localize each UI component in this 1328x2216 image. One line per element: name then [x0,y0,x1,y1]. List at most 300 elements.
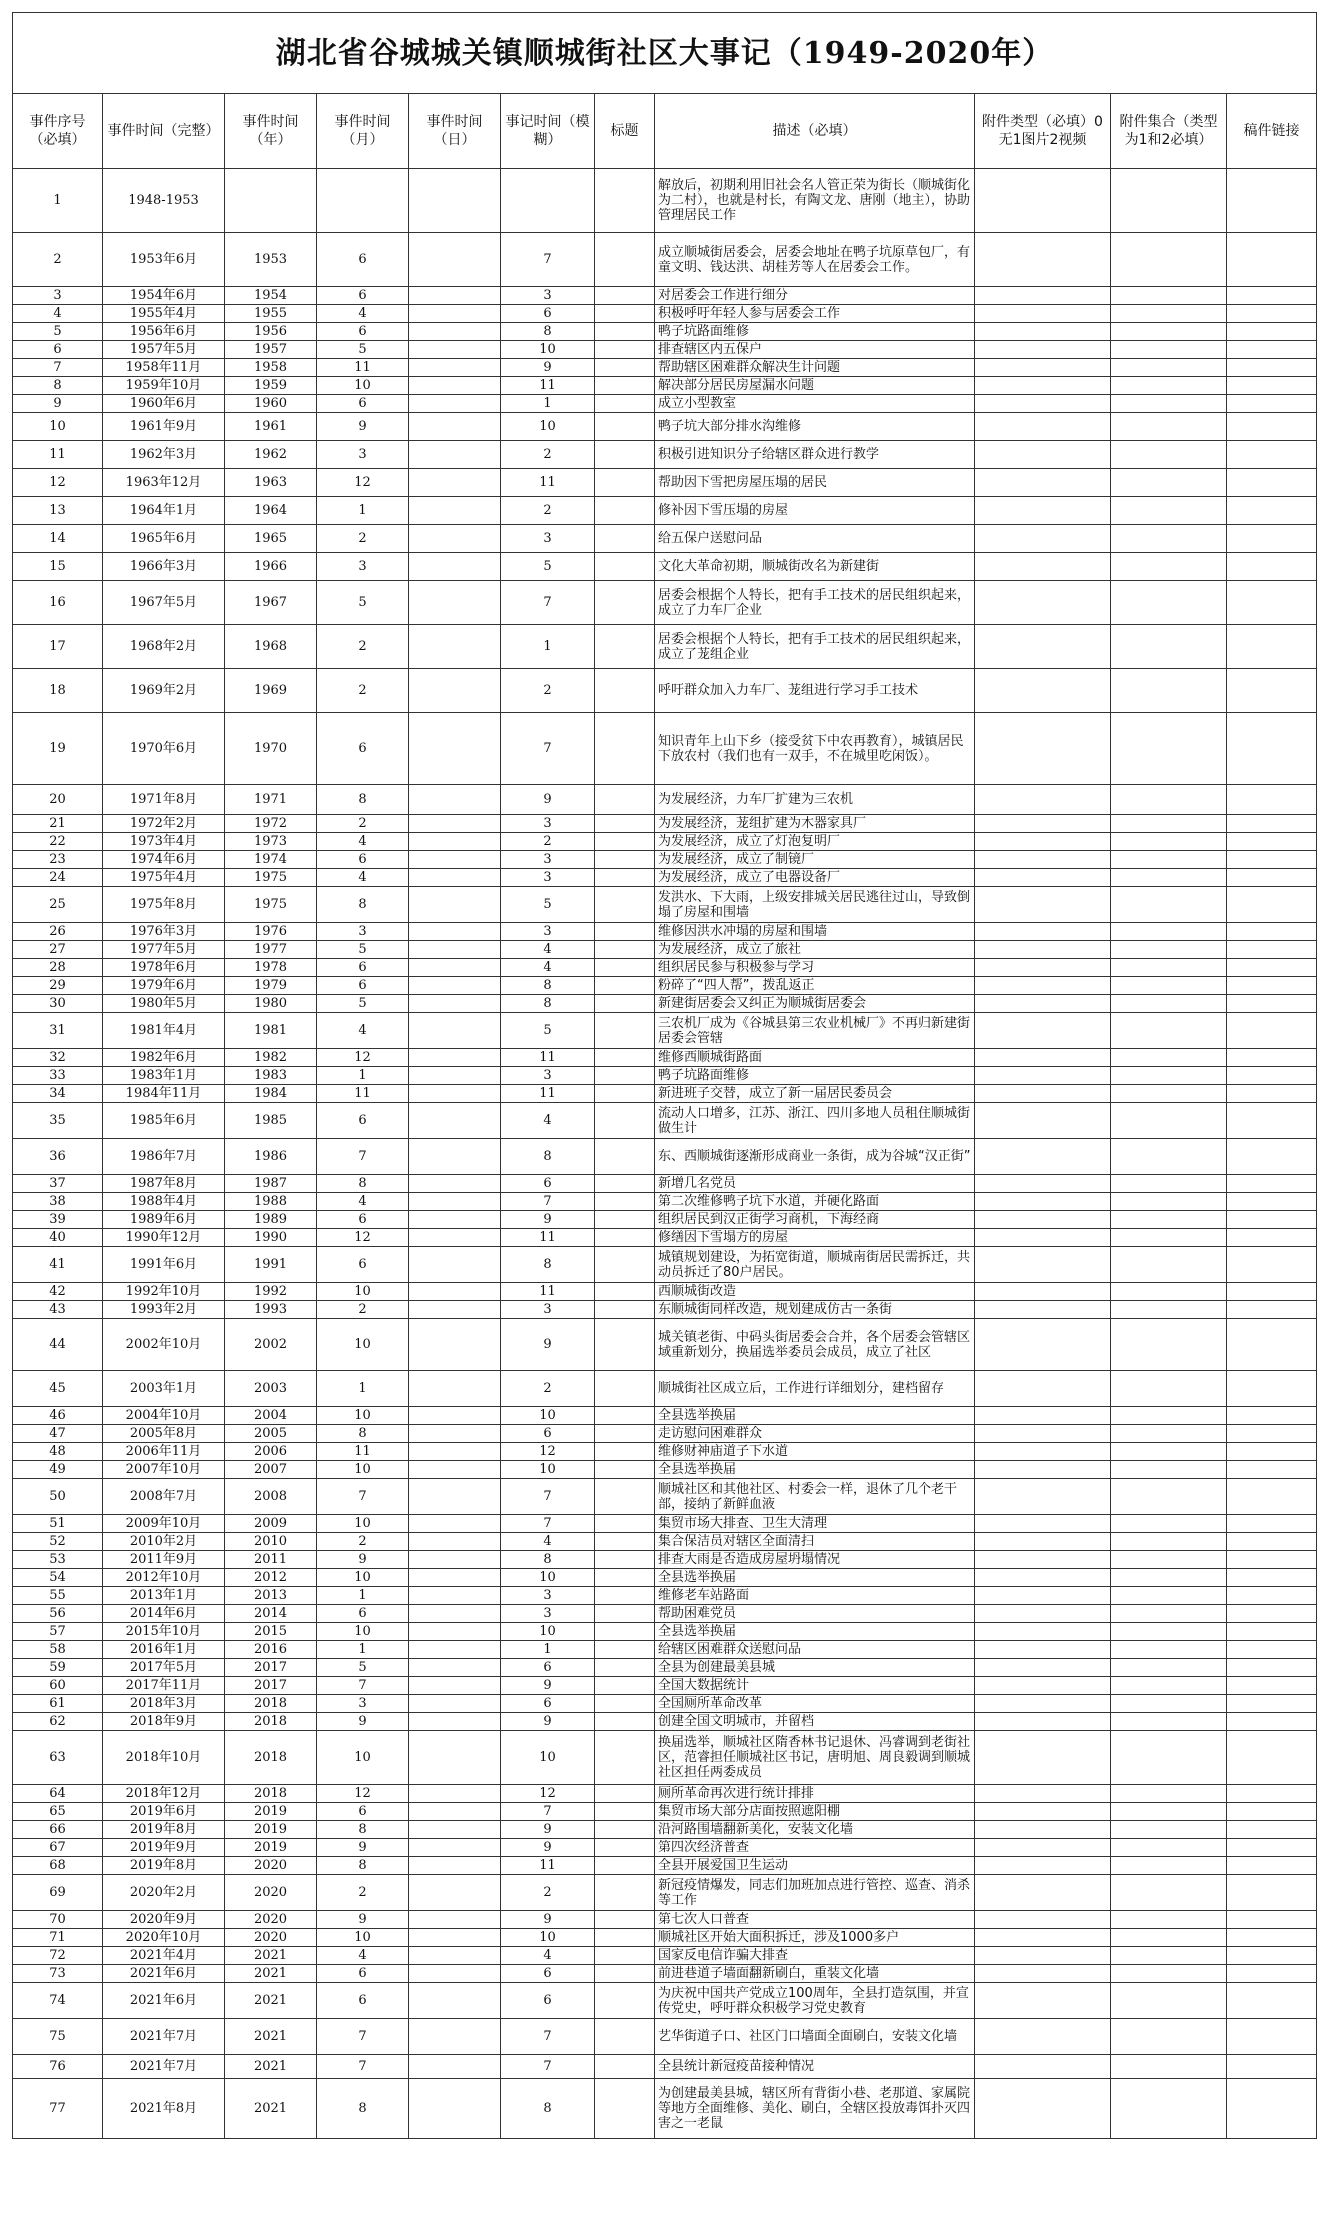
event-date-cell: 1948-1953 [103,169,225,233]
column-header: 稿件链接 [1227,94,1317,169]
attachment-type-cell [975,1425,1111,1443]
event-year-cell: 2002 [225,1319,317,1371]
event-number-cell: 69 [13,1875,103,1911]
table-row [13,1211,1317,1229]
event-number-cell: 18 [13,669,103,713]
event-day-cell [409,1713,501,1731]
link-cell [1227,287,1317,305]
event-fuzzy-cell [501,169,595,233]
attachment-set-cell [1111,1461,1227,1479]
attachment-set-cell [1111,1857,1227,1875]
event-title-cell [595,233,655,287]
attachment-set-cell [1111,413,1227,441]
table-row [13,1569,1317,1587]
attachment-type-cell [975,1965,1111,1983]
event-month-cell: 12 [317,1785,409,1803]
column-header: 附件类型（必填）0无1图片2视频 [975,94,1111,169]
event-fuzzy-cell: 10 [501,1623,595,1641]
event-month-cell: 2 [317,1533,409,1551]
event-fuzzy-cell: 7 [501,1193,595,1211]
attachment-set-cell [1111,377,1227,395]
event-year-cell: 2018 [225,1731,317,1785]
table-row [13,1049,1317,1067]
event-day-cell [409,1515,501,1533]
event-fuzzy-cell: 10 [501,413,595,441]
attachment-set-cell [1111,1821,1227,1839]
attachment-type-cell [975,669,1111,713]
event-title-cell [595,1857,655,1875]
event-date-cell: 2010年2月 [103,1533,225,1551]
attachment-type-cell [975,1911,1111,1929]
event-day-cell [409,469,501,497]
event-month-cell: 12 [317,1049,409,1067]
table-row [13,1443,1317,1461]
link-cell [1227,2019,1317,2055]
event-day-cell [409,1175,501,1193]
event-fuzzy-cell: 8 [501,977,595,995]
event-fuzzy-cell: 11 [501,469,595,497]
event-description-cell: 维修老车站路面 [655,1587,975,1605]
link-cell [1227,1731,1317,1785]
event-description-cell: 西顺城街改造 [655,1283,975,1301]
attachment-type-cell [975,1407,1111,1425]
table-row [13,1371,1317,1407]
table-row [13,1857,1317,1875]
event-description-cell: 国家反电信诈骗大排查 [655,1947,975,1965]
event-description-cell: 鸭子坑路面维修 [655,1067,975,1085]
event-number-cell: 40 [13,1229,103,1247]
link-cell [1227,1533,1317,1551]
event-year-cell: 1975 [225,887,317,923]
event-month-cell: 10 [317,1515,409,1533]
event-description-cell: 帮助辖区困难群众解决生计问题 [655,359,975,377]
event-month-cell: 9 [317,413,409,441]
link-cell [1227,469,1317,497]
table-row [13,1839,1317,1857]
attachment-set-cell [1111,1013,1227,1049]
link-cell [1227,169,1317,233]
event-number-cell: 20 [13,785,103,815]
link-cell [1227,1443,1317,1461]
event-description-cell: 全国大数据统计 [655,1677,975,1695]
event-number-cell: 41 [13,1247,103,1283]
event-description-cell: 解决部分居民房屋漏水问题 [655,377,975,395]
event-number-cell: 38 [13,1193,103,1211]
event-fuzzy-cell: 8 [501,323,595,341]
link-cell [1227,851,1317,869]
event-title-cell [595,169,655,233]
table-row [13,323,1317,341]
event-number-cell: 32 [13,1049,103,1067]
event-number-cell: 24 [13,869,103,887]
event-month-cell: 12 [317,1229,409,1247]
event-month-cell: 6 [317,1211,409,1229]
event-year-cell: 2008 [225,1479,317,1515]
event-fuzzy-cell: 2 [501,833,595,851]
event-description-cell: 厕所革命再次进行统计排排 [655,1785,975,1803]
event-month-cell: 9 [317,1551,409,1569]
event-year-cell: 1968 [225,625,317,669]
table-row [13,1013,1317,1049]
event-title-cell [595,497,655,525]
event-day-cell [409,377,501,395]
event-description-cell: 组织居民参与积极参与学习 [655,959,975,977]
event-year-cell: 1957 [225,341,317,359]
event-date-cell: 2021年8月 [103,2079,225,2139]
event-title-cell [595,1425,655,1443]
event-month-cell: 1 [317,1587,409,1605]
event-day-cell [409,1839,501,1857]
event-date-cell: 2018年9月 [103,1713,225,1731]
event-month-cell: 10 [317,1461,409,1479]
event-description-cell: 顺城社区和其他社区、村委会一样，退休了几个老干部，接纳了新鲜血液 [655,1479,975,1515]
attachment-type-cell [975,169,1111,233]
event-description-cell: 集合保洁员对辖区全面清扫 [655,1533,975,1551]
table-row [13,441,1317,469]
table-row [13,1319,1317,1371]
event-day-cell [409,497,501,525]
event-date-cell: 1956年6月 [103,323,225,341]
table-row [13,1067,1317,1085]
table-row [13,1551,1317,1569]
event-year-cell: 1978 [225,959,317,977]
event-description-cell: 艺华街道子口、社区门口墙面全面刷白，安装文化墙 [655,2019,975,2055]
column-header: 事件时间（月） [317,94,409,169]
table-row [13,851,1317,869]
attachment-set-cell [1111,169,1227,233]
event-day-cell [409,1371,501,1407]
event-fuzzy-cell: 1 [501,625,595,669]
event-title-cell [595,1875,655,1911]
event-day-cell [409,2079,501,2139]
event-number-cell: 72 [13,1947,103,1965]
table-row [13,1533,1317,1551]
event-date-cell: 2021年7月 [103,2055,225,2079]
event-date-cell: 1954年6月 [103,287,225,305]
event-description-cell: 第四次经济普查 [655,1839,975,1857]
link-cell [1227,923,1317,941]
link-cell [1227,497,1317,525]
event-number-cell: 52 [13,1533,103,1551]
event-month-cell: 2 [317,1875,409,1911]
attachment-type-cell [975,359,1111,377]
table-row [13,977,1317,995]
event-fuzzy-cell: 10 [501,1929,595,1947]
event-month-cell: 8 [317,2079,409,2139]
event-description-cell: 修补因下雪压塌的房屋 [655,497,975,525]
attachment-type-cell [975,1371,1111,1407]
attachment-type-cell [975,2055,1111,2079]
event-fuzzy-cell: 11 [501,1283,595,1301]
event-day-cell [409,851,501,869]
event-description-cell: 顺城社区开始大面积拆迁，涉及1000多户 [655,1929,975,1947]
event-month-cell: 6 [317,1605,409,1623]
event-description-cell: 全县选举换届 [655,1623,975,1641]
attachment-type-cell [975,1103,1111,1139]
attachment-set-cell [1111,923,1227,941]
event-day-cell [409,305,501,323]
event-fuzzy-cell: 9 [501,359,595,377]
event-day-cell [409,1983,501,2019]
event-month-cell: 4 [317,1947,409,1965]
event-year-cell: 1992 [225,1283,317,1301]
link-cell [1227,1857,1317,1875]
event-month-cell: 6 [317,323,409,341]
attachment-type-cell [975,1875,1111,1911]
event-day-cell [409,413,501,441]
event-number-cell: 60 [13,1677,103,1695]
attachment-type-cell [975,1049,1111,1067]
link-cell [1227,1049,1317,1067]
event-month-cell: 10 [317,1283,409,1301]
event-date-cell: 2017年11月 [103,1677,225,1695]
event-year-cell: 2018 [225,1713,317,1731]
attachment-set-cell [1111,1695,1227,1713]
event-title-cell [595,2019,655,2055]
event-number-cell: 66 [13,1821,103,1839]
event-description-cell: 组织居民到汉正街学习商机，下海经商 [655,1211,975,1229]
event-month-cell: 6 [317,233,409,287]
table-row [13,1139,1317,1175]
event-number-cell: 59 [13,1659,103,1677]
event-title-cell [595,1695,655,1713]
event-fuzzy-cell: 6 [501,305,595,323]
event-number-cell: 19 [13,713,103,785]
table-row [13,887,1317,923]
event-day-cell [409,1803,501,1821]
event-day-cell [409,959,501,977]
link-cell [1227,395,1317,413]
event-number-cell: 35 [13,1103,103,1139]
attachment-type-cell [975,1947,1111,1965]
event-day-cell [409,1821,501,1839]
event-description-cell: 为发展经济，成立了灯泡复明厂 [655,833,975,851]
event-description-cell: 维修财神庙道子下水道 [655,1443,975,1461]
attachment-type-cell [975,323,1111,341]
event-day-cell [409,1569,501,1587]
event-month-cell: 10 [317,1623,409,1641]
event-month-cell: 8 [317,1821,409,1839]
table-row [13,1929,1317,1947]
event-year-cell: 1975 [225,869,317,887]
event-day-cell [409,1479,501,1515]
event-month-cell: 2 [317,625,409,669]
event-month-cell: 11 [317,1085,409,1103]
event-fuzzy-cell: 7 [501,233,595,287]
event-month-cell: 1 [317,1371,409,1407]
event-date-cell: 2016年1月 [103,1641,225,1659]
event-month-cell: 10 [317,1407,409,1425]
event-year-cell: 1965 [225,525,317,553]
attachment-set-cell [1111,1229,1227,1247]
event-fuzzy-cell: 10 [501,1569,595,1587]
event-fuzzy-cell: 9 [501,1319,595,1371]
table-row [13,941,1317,959]
event-fuzzy-cell: 3 [501,1587,595,1605]
event-number-cell: 55 [13,1587,103,1605]
event-fuzzy-cell: 6 [501,1659,595,1677]
link-cell [1227,869,1317,887]
link-cell [1227,2055,1317,2079]
attachment-type-cell [975,1929,1111,1947]
event-year-cell: 1972 [225,815,317,833]
event-fuzzy-cell: 7 [501,1479,595,1515]
event-date-cell: 2011年9月 [103,1551,225,1569]
event-description-cell: 新建街居委会又纠正为顺城街居委会 [655,995,975,1013]
event-month-cell: 1 [317,497,409,525]
attachment-set-cell [1111,1533,1227,1551]
event-title-cell [595,1641,655,1659]
event-number-cell: 65 [13,1803,103,1821]
event-title-cell [595,1049,655,1067]
event-number-cell: 73 [13,1965,103,1983]
table-row [13,923,1317,941]
event-description-cell: 居委会根据个人特长，把有手工技术的居民组织起来，成立了茏组企业 [655,625,975,669]
event-title-cell [595,869,655,887]
event-title-cell [595,323,655,341]
attachment-type-cell [975,1983,1111,2019]
link-cell [1227,1139,1317,1175]
event-year-cell: 1956 [225,323,317,341]
event-fuzzy-cell: 11 [501,377,595,395]
attachment-type-cell [975,713,1111,785]
event-description-cell: 第七次人口普查 [655,1911,975,1929]
event-title-cell [595,713,655,785]
event-year-cell: 2015 [225,1623,317,1641]
attachment-type-cell [975,1247,1111,1283]
attachment-set-cell [1111,2079,1227,2139]
attachment-type-cell [975,1229,1111,1247]
attachment-set-cell [1111,287,1227,305]
event-title-cell [595,2055,655,2079]
event-log-sheet [12,12,1316,2139]
event-date-cell: 2019年8月 [103,1821,225,1839]
table-row [13,1695,1317,1713]
event-description-cell: 为发展经济，成立了制镜厂 [655,851,975,869]
event-fuzzy-cell: 1 [501,1641,595,1659]
link-cell [1227,977,1317,995]
attachment-type-cell [975,233,1111,287]
attachment-set-cell [1111,1785,1227,1803]
event-description-cell: 前进巷道子墙面翻新刷白，重装文化墙 [655,1965,975,1983]
event-year-cell: 1963 [225,469,317,497]
event-day-cell [409,553,501,581]
event-description-cell: 积极引进知识分子给辖区群众进行教学 [655,441,975,469]
event-title-cell [595,959,655,977]
attachment-set-cell [1111,1319,1227,1371]
attachment-set-cell [1111,1443,1227,1461]
event-title-cell [595,581,655,625]
event-title-cell [595,669,655,713]
event-month-cell: 6 [317,287,409,305]
table-row [13,169,1317,233]
link-cell [1227,377,1317,395]
attachment-type-cell [975,1641,1111,1659]
event-fuzzy-cell: 9 [501,1211,595,1229]
event-year-cell: 1989 [225,1211,317,1229]
attachment-type-cell [975,581,1111,625]
event-description-cell: 全县开展爱国卫生运动 [655,1857,975,1875]
link-cell [1227,1479,1317,1515]
link-cell [1227,887,1317,923]
event-year-cell: 2011 [225,1551,317,1569]
event-fuzzy-cell: 7 [501,581,595,625]
event-day-cell [409,525,501,553]
attachment-type-cell [975,625,1111,669]
event-number-cell: 27 [13,941,103,959]
event-number-cell: 10 [13,413,103,441]
event-fuzzy-cell: 2 [501,441,595,469]
table-row [13,553,1317,581]
link-cell [1227,581,1317,625]
event-year-cell [225,169,317,233]
event-year-cell: 2006 [225,1443,317,1461]
table-row [13,1713,1317,1731]
event-month-cell: 6 [317,1247,409,1283]
event-day-cell [409,1013,501,1049]
event-date-cell: 1983年1月 [103,1067,225,1085]
event-year-cell: 1973 [225,833,317,851]
event-date-cell: 1970年6月 [103,713,225,785]
attachment-type-cell [975,341,1111,359]
attachment-set-cell [1111,1875,1227,1911]
event-title-cell [595,287,655,305]
event-day-cell [409,359,501,377]
attachment-set-cell [1111,785,1227,815]
link-cell [1227,1301,1317,1319]
event-month-cell [317,169,409,233]
event-title-cell [595,395,655,413]
event-number-cell: 43 [13,1301,103,1319]
event-day-cell [409,923,501,941]
event-year-cell: 2012 [225,1569,317,1587]
event-number-cell: 25 [13,887,103,923]
attachment-set-cell [1111,1175,1227,1193]
link-cell [1227,713,1317,785]
attachment-type-cell [975,469,1111,497]
link-cell [1227,323,1317,341]
attachment-type-cell [975,1443,1111,1461]
table-row [13,1911,1317,1929]
link-cell [1227,1013,1317,1049]
event-fuzzy-cell: 7 [501,1515,595,1533]
attachment-type-cell [975,1569,1111,1587]
link-cell [1227,1515,1317,1533]
event-title-cell [595,1551,655,1569]
event-date-cell: 2017年5月 [103,1659,225,1677]
event-date-cell: 1974年6月 [103,851,225,869]
event-month-cell: 2 [317,669,409,713]
event-month-cell: 12 [317,469,409,497]
event-month-cell: 1 [317,1067,409,1085]
event-title-cell [595,1713,655,1731]
table-row [13,1731,1317,1785]
event-year-cell: 1987 [225,1175,317,1193]
attachment-set-cell [1111,525,1227,553]
attachment-set-cell [1111,1371,1227,1407]
link-cell [1227,441,1317,469]
event-description-cell: 鸭子坑路面维修 [655,323,975,341]
event-fuzzy-cell: 9 [501,1677,595,1695]
event-number-cell: 53 [13,1551,103,1569]
event-year-cell: 1958 [225,359,317,377]
event-year-cell: 1977 [225,941,317,959]
event-month-cell: 6 [317,395,409,413]
event-year-cell: 1985 [225,1103,317,1139]
event-date-cell: 1966年3月 [103,553,225,581]
attachment-type-cell [975,1479,1111,1515]
event-month-cell: 6 [317,1803,409,1821]
